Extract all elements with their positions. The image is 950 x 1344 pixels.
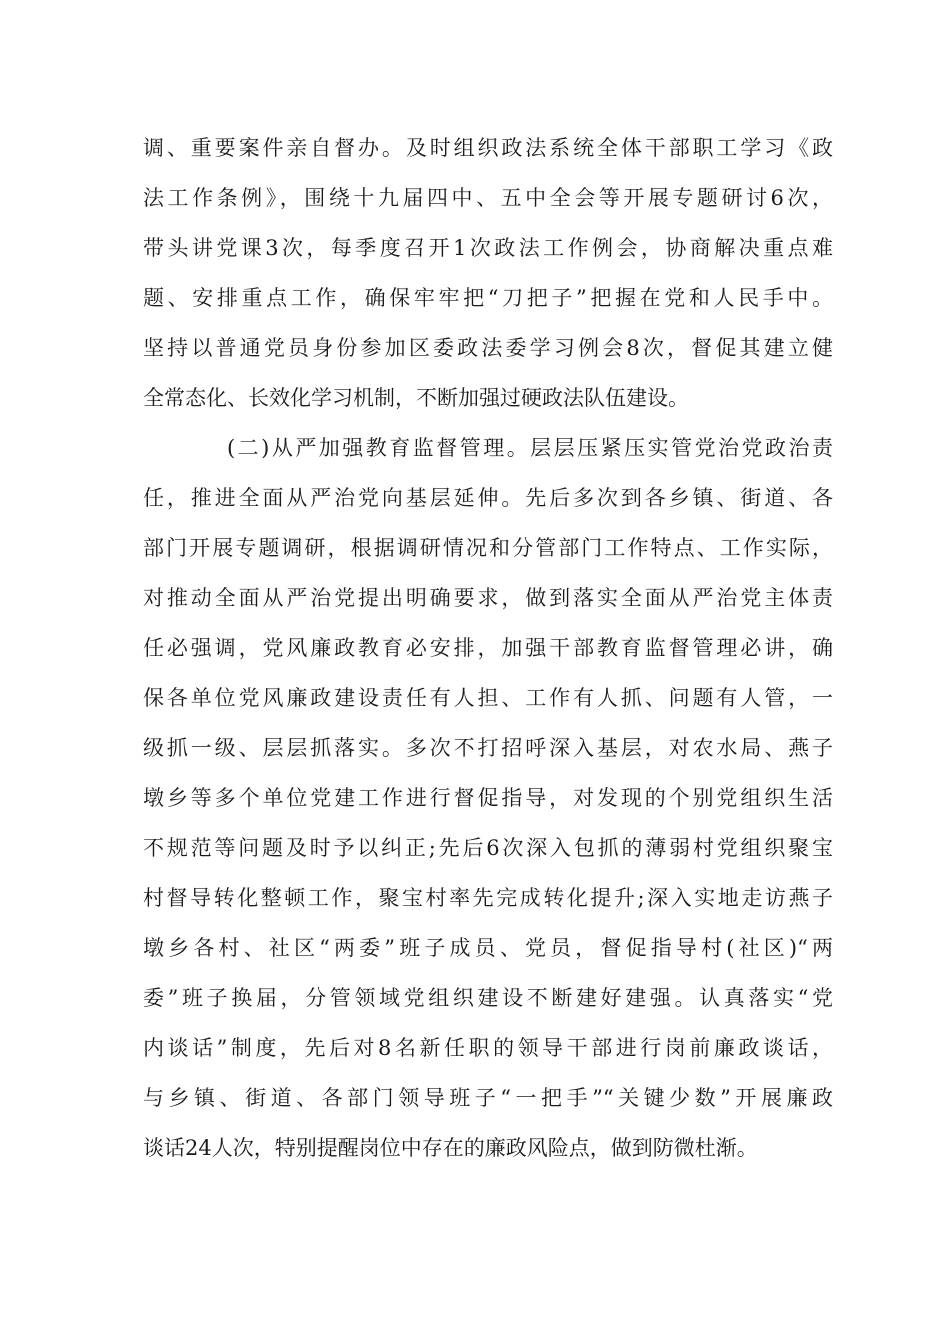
text-line: 村督导转化整顿工作，聚宝村率先完成转化提升;深入实地走访燕子 (143, 886, 833, 910)
text-line: 与乡镇、街道、各部门领导班子“一把手”“关键少数”开展廉政 (143, 1086, 833, 1110)
text-line: 带头讲党课3次，每季度召开1次政法工作例会，协商解决重点难 (143, 236, 833, 260)
paragraph-1 (143, 123, 833, 423)
text-line: 调、重要案件亲自督办。及时组织政法系统全体干部职工学习《政 (143, 136, 833, 160)
text-line: 委”班子换届，分管领域党组织建设不断建好建强。认真落实“党 (143, 986, 833, 1010)
text-line: 级抓一级、层层抓落实。多次不打招呼深入基层，对农水局、燕子 (143, 736, 833, 760)
text-line: 任，推进全面从严治党向基层延伸。先后多次到各乡镇、街道、各 (143, 486, 833, 510)
text-line: 全常态化、长效化学习机制，不断加强过硬政法队伍建设。 (143, 386, 689, 410)
text-line: 法工作条例》，围绕十九届四中、五中全会等开展专题研讨6次， (143, 186, 833, 210)
text-line: 内谈话”制度，先后对8名新任职的领导干部进行岗前廉政谈话， (143, 1036, 833, 1060)
text-line: 保各单位党风廉政建设责任有人担、工作有人抓、问题有人管，一 (143, 686, 833, 710)
text-line: 任必强调，党风廉政教育必安排，加强干部教育监督管理必讲，确 (143, 636, 833, 660)
text-line: 坚持以普通党员身份参加区委政法委学习例会8次，督促其建立健 (143, 336, 833, 360)
text-line: 对推动全面从严治党提出明确要求，做到落实全面从严治党主体责 (143, 586, 833, 610)
paragraph-2 (143, 423, 833, 1173)
text-line: 不规范等问题及时予以纠正;先后6次深入包抓的薄弱村党组织聚宝 (143, 836, 833, 860)
text-line: 谈话24人次，特别提醒岗位中存在的廉政风险点，做到防微杜渐。 (143, 1136, 758, 1160)
text-line: 墩乡各村、社区“两委”班子成员、党员，督促指导村(社区)“两 (143, 936, 833, 960)
text-line: (二)从严加强教育监督管理。层层压紧压实管党治党政治责 (227, 436, 833, 460)
text-line: 部门开展专题调研，根据调研情况和分管部门工作特点、工作实际， (143, 536, 833, 560)
text-line: 墩乡等多个单位党建工作进行督促指导，对发现的个别党组织生活 (143, 786, 833, 810)
text-line: 题、安排重点工作，确保牢牢把“刀把子”把握在党和人民手中。 (143, 286, 833, 310)
